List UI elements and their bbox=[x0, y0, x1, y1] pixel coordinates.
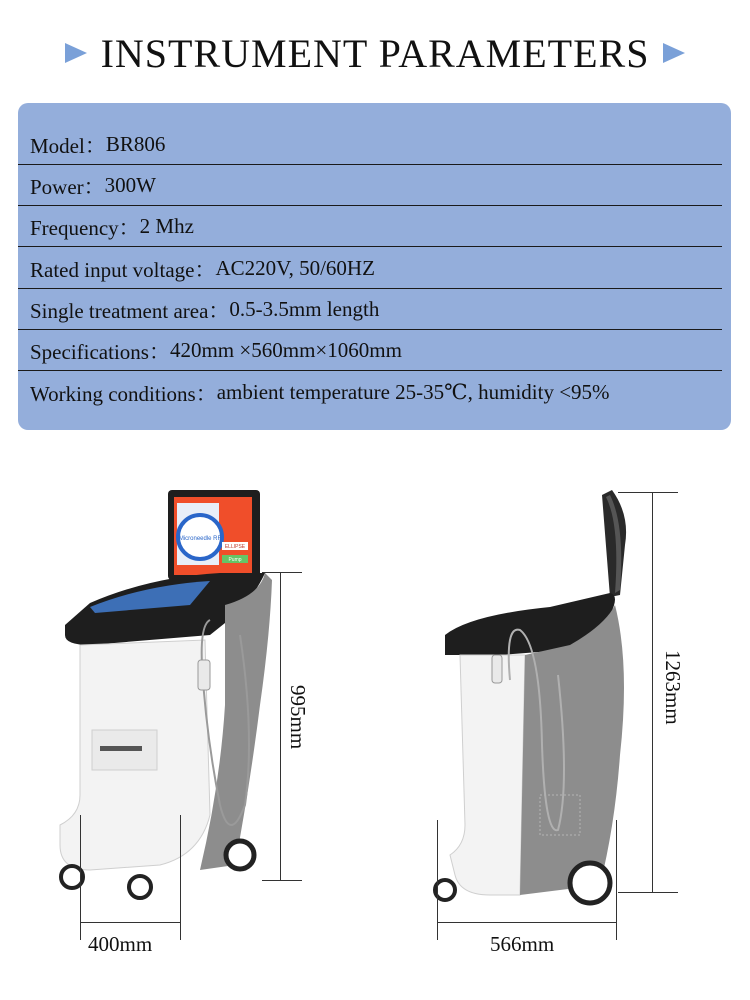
side-height-line bbox=[652, 492, 653, 892]
param-label: Model： bbox=[30, 133, 106, 158]
side-depth-label: 566mm bbox=[490, 932, 555, 956]
wheel-icon bbox=[129, 876, 151, 898]
param-label: Specifications： bbox=[30, 339, 170, 364]
arrow-right-icon bbox=[65, 43, 87, 63]
param-label: Power： bbox=[30, 174, 105, 199]
side-handpiece bbox=[492, 655, 502, 683]
front-height-top-tick bbox=[262, 572, 302, 573]
front-height-bottom-tick bbox=[262, 880, 302, 881]
page-title-row bbox=[0, 28, 750, 78]
row-divider bbox=[18, 370, 722, 371]
wheel-icon bbox=[570, 863, 610, 903]
arrow-right-icon bbox=[663, 43, 685, 63]
wheel-icon bbox=[226, 841, 254, 869]
side-body-white bbox=[450, 655, 525, 895]
handpiece bbox=[198, 660, 210, 690]
side-depth-line bbox=[437, 922, 616, 923]
front-height-label: 995mm bbox=[286, 685, 310, 750]
param-label: Working conditions： bbox=[30, 381, 217, 406]
param-row-specifications bbox=[18, 330, 731, 371]
front-view-device-illustration bbox=[50, 485, 280, 910]
front-height-line bbox=[280, 572, 281, 880]
side-height-top-tick bbox=[618, 492, 678, 493]
screen-button-bottom-label: Pump bbox=[228, 557, 242, 563]
page-title: INSTRUMENT PARAMETERS bbox=[100, 30, 650, 76]
screen-brand-text: Microneedle RF bbox=[178, 536, 222, 542]
param-row-power bbox=[18, 165, 731, 206]
param-row-working-conditions bbox=[18, 372, 731, 413]
param-row-voltage bbox=[18, 248, 731, 289]
front-width-line bbox=[80, 922, 180, 923]
side-depth-right-tick bbox=[616, 820, 617, 940]
side-height-bottom-tick bbox=[618, 892, 678, 893]
param-label: Rated input voltage： bbox=[30, 257, 216, 282]
param-value: 2 Mhz bbox=[139, 214, 194, 238]
param-value: 0.5-3.5mm length bbox=[229, 297, 380, 321]
param-value: 420mm ×560mm×1060mm bbox=[169, 338, 402, 362]
row-divider bbox=[18, 246, 722, 247]
param-label: Single treatment area： bbox=[30, 298, 230, 323]
param-row-frequency bbox=[18, 206, 731, 247]
screen-button-top-label: ELLIPSE bbox=[224, 544, 246, 550]
front-handle bbox=[100, 746, 142, 751]
front-width-label: 400mm bbox=[88, 932, 153, 956]
wheel-icon bbox=[435, 880, 455, 900]
side-height-label: 1263mm bbox=[661, 650, 685, 725]
param-value: ambient temperature 25-35℃, humidity <95% bbox=[216, 380, 610, 404]
param-value: BR806 bbox=[105, 132, 166, 156]
parameter-table bbox=[18, 103, 731, 430]
param-row-model bbox=[18, 124, 731, 165]
side-view-device-illustration bbox=[430, 485, 650, 910]
param-label: Frequency： bbox=[30, 215, 140, 240]
param-row-treatment-area bbox=[18, 289, 731, 330]
param-value: AC220V, 50/60HZ bbox=[215, 256, 375, 280]
param-value: 300W bbox=[104, 173, 156, 197]
front-width-right-tick bbox=[180, 815, 181, 940]
